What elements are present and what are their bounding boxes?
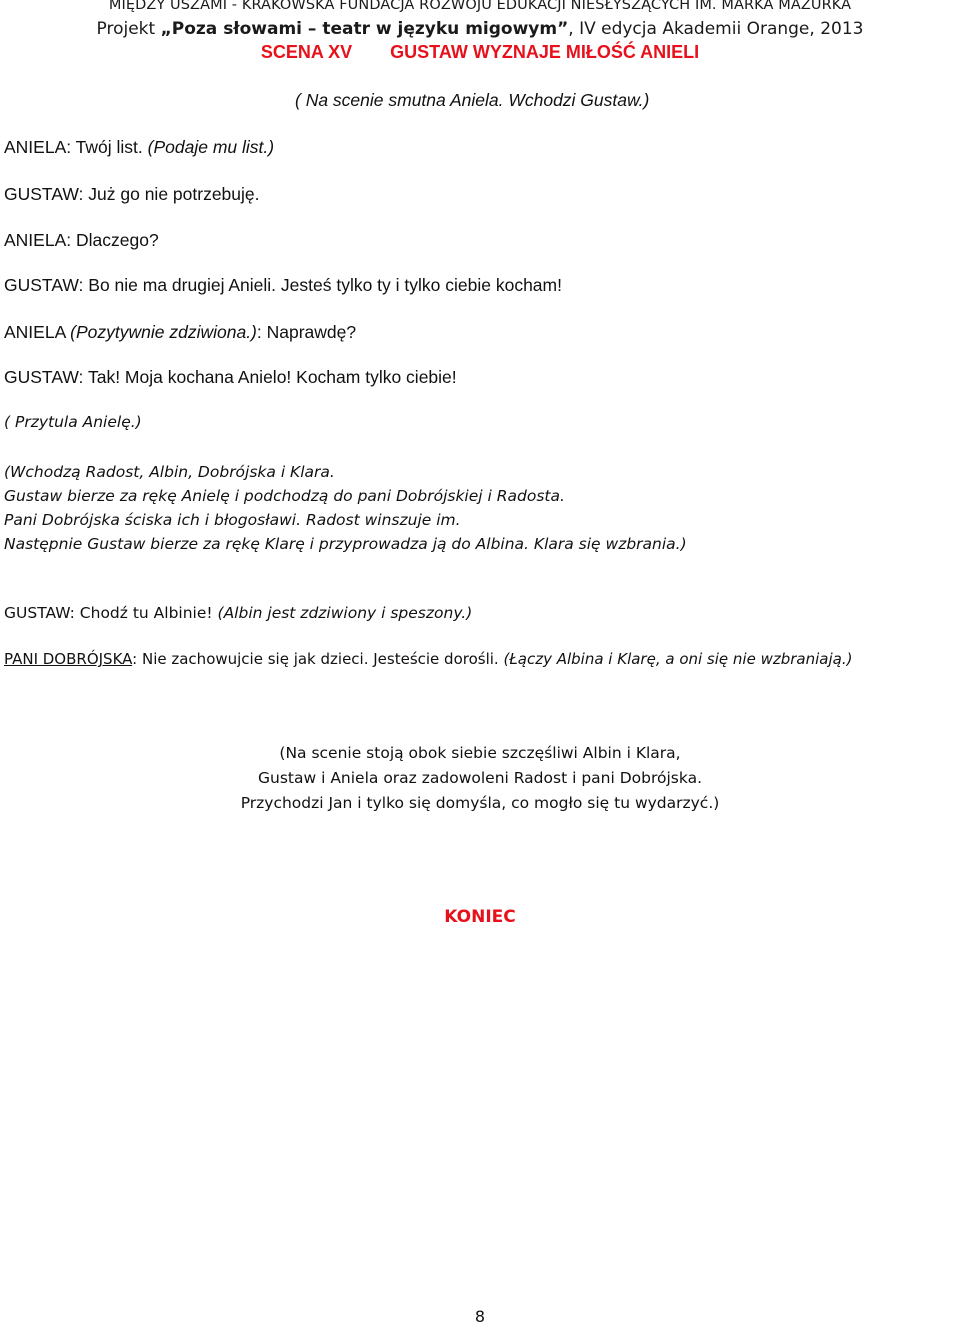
project-suffix: , IV edycja Akademii Orange, 2013 [568,19,864,39]
line-text: Twój list. [75,137,148,157]
final-directions [0,741,960,816]
separator: : [78,367,88,387]
scene-number: SCENA XV [260,42,353,62]
stage-direction: (Łączy Albina i Klarę, a oni się nie wzbraniają.) [503,650,853,668]
dialogue-line [4,367,457,388]
dialogue-line [4,137,274,158]
separator: : [66,230,76,250]
separator: : [69,604,80,622]
stage-direction: (Albin jest zdziwiony i speszony.) [217,604,473,622]
dialogue-line [4,604,472,622]
dialogue-line [4,230,159,251]
direction-line: (Wchodzą Radost, Albin, Dobrójska i Klara. [4,463,335,481]
line-text: Chodź tu Albinie! [79,604,218,622]
speaker-name: GUSTAW [4,275,79,295]
speaker-name: GUSTAW [4,604,70,622]
speaker-name: PANI DOBRÓJSKA [4,650,133,668]
separator: : [132,650,142,668]
entry-directions [4,460,687,556]
line-text: Nie zachowujcie się jak dzieci. Jesteście dorośli. [141,650,504,668]
separator: : [78,275,89,295]
direction-line: Gustaw bierze za rękę Anielę i podchodzą do pani Dobrójskiej i Radosta. [4,487,565,505]
scene-heading [0,42,960,63]
separator: : [256,322,267,342]
speaker-name: ANIELA [4,137,67,157]
direction-line: (Na scenie stoją obok siebie szczęśliwi Albin i Klara, [279,744,681,762]
dialogue-line [4,184,260,205]
stage-direction: (Pozytywnie zdziwiona.) [70,322,257,342]
direction-line: Gustaw i Aniela oraz zadowoleni Radost i pani Dobrójska. [258,769,702,787]
line-text: Tak! Moja kochana Anielo! Kocham tylko ciebie! [87,367,457,387]
direction-line: Pani Dobrójska ściska ich i błogosławi. Radost winszuje im. [4,511,461,529]
separator: : [66,137,76,157]
speaker-name: GUSTAW [4,367,79,387]
stage-direction: (Podaje mu list.) [147,137,275,157]
line-text: Dlaczego? [75,230,159,250]
line-text: Już go nie potrzebuję. [88,184,260,204]
separator: : [78,184,89,204]
page-number: 8 [474,1307,486,1326]
header-foundation: MIĘDZY USZAMI - KRAKOWSKA FUNDACJA ROZWOJU EDUKACJI NIESŁYSZĄCYCH IM. MARKA MAZURKA [108,0,852,13]
direction-line: Następnie Gustaw bierze za rękę Klarę i przyprowadza ją do Albina. Klara się wzbrania.) [4,535,687,553]
header-project [0,19,960,39]
opening-direction: ( Na scenie smutna Aniela. Wchodzi Gustaw.) [295,90,650,110]
dialogue-line [4,322,356,343]
speaker-name: GUSTAW [4,184,79,204]
hug-direction: ( Przytula Anielę.) [4,413,142,431]
scene-title: GUSTAW WYZNAJE MIŁOŚĆ ANIELI [390,42,700,62]
project-name: „Poza słowami – teatr w języku migowym” [160,19,569,39]
direction-line: Przychodzi Jan i tylko się domyśla, co mogło się tu wydarzyć.) [240,794,720,812]
project-prefix: Projekt [96,19,161,39]
speaker-name: ANIELA [4,230,67,250]
ending-label: KONIEC [444,907,516,927]
dialogue-line [4,650,852,668]
line-text: Naprawdę? [266,322,357,342]
line-text: Bo nie ma drugiej Anieli. Jesteś tylko ty i tylko ciebie kocham! [88,275,562,295]
speaker-name: ANIELA [4,322,71,342]
dialogue-line [4,275,562,296]
